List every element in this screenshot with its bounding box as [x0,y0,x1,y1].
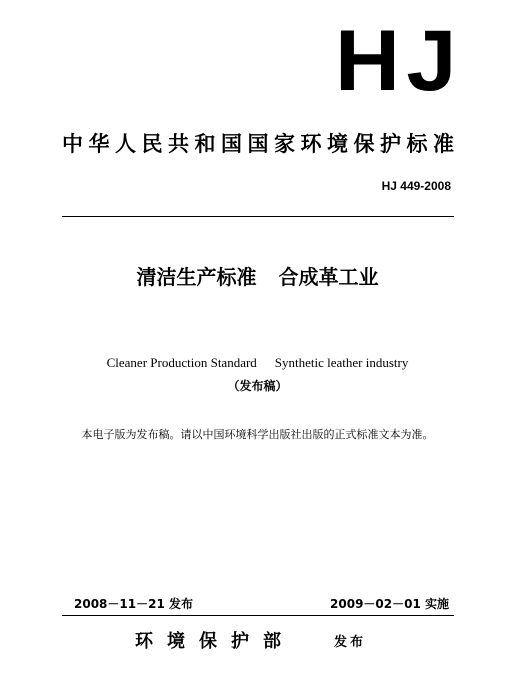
english-title [0,355,515,371]
electronic-version-notice: 本电子版为发布稿。请以中国环境科学出版社出版的正式标准文本为准。 [81,428,434,441]
chinese-title [0,263,515,291]
hj-logo: HJ [334,13,463,109]
issue-date: 2008－11－21 发布 [74,597,193,611]
issuing-ministry: 环境保护部 [135,631,295,652]
chinese-title-sub: 合成革工业 [278,265,379,289]
english-title-sub: Synthetic leather industry [274,355,409,370]
issued-label: 发布 [334,635,367,650]
implementation-date: 2009－02－01 实施 [330,597,449,611]
standard-number: HJ 449-2008 [381,179,451,193]
issuing-organization-heading: 中华人民共和国国家环境保护标准 [62,132,460,156]
top-divider [62,216,454,217]
english-title-main: Cleaner Production Standard [106,355,257,370]
release-version-note: （发布稿） [227,379,288,393]
bottom-divider [62,615,454,616]
chinese-title-main: 清洁生产标准 [136,265,257,289]
